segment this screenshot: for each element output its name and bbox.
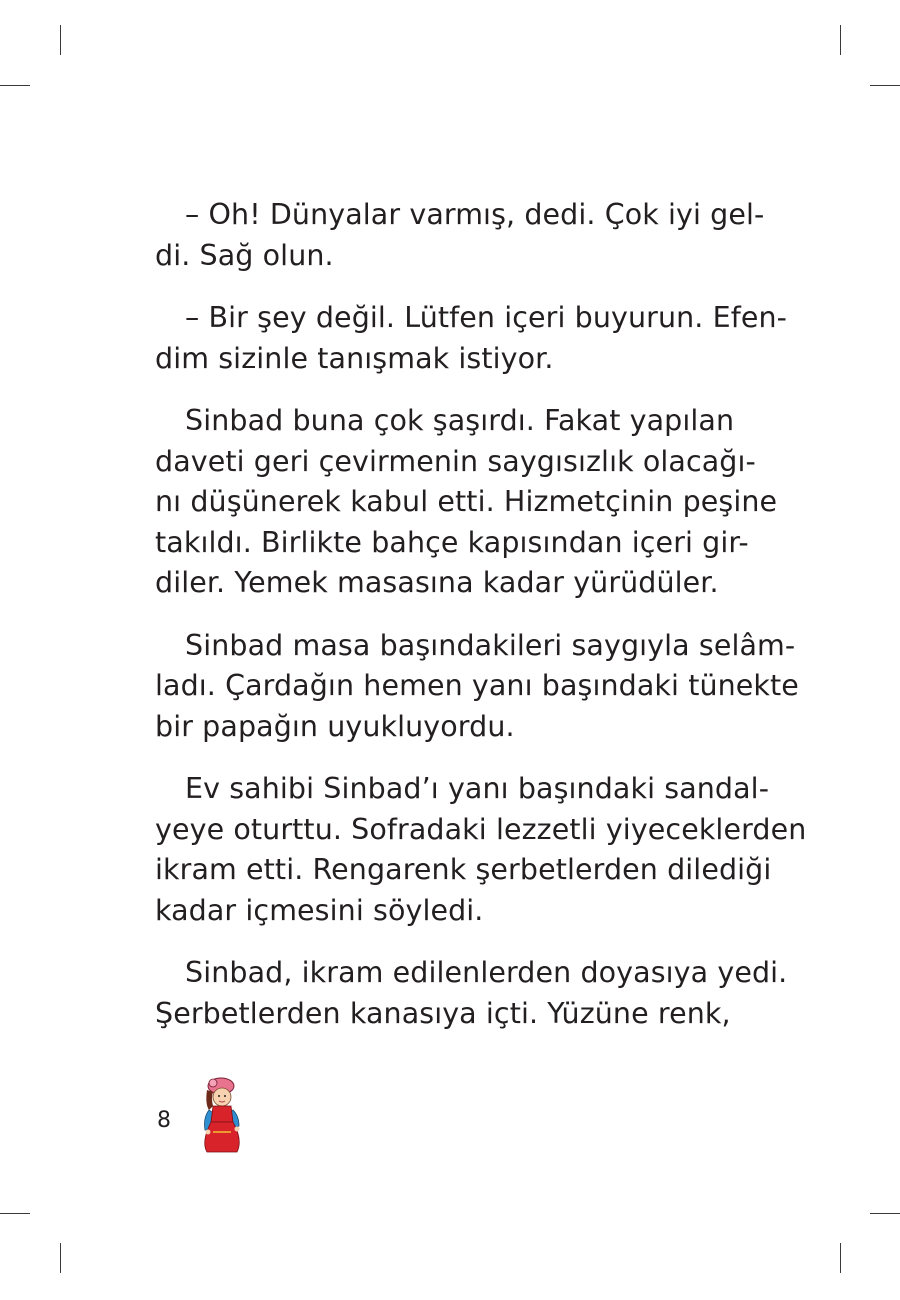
paragraph-6	[155, 953, 788, 1034]
paragraph-2	[155, 298, 788, 379]
paragraph-3	[155, 401, 778, 604]
crop-mark-top-left-horizontal	[0, 85, 30, 86]
text-line: ladı. Çardağın hemen yanı başındaki tünekte	[155, 669, 799, 702]
crop-mark-top-left-vertical	[60, 25, 61, 55]
text-line: takıldı. Birlikte bahçe kapısından içeri gir-	[155, 525, 749, 559]
text-line: bir papağın uyukluyordu.	[155, 709, 515, 743]
page-number: 8	[157, 1108, 171, 1133]
paragraph-5	[155, 769, 807, 931]
text-line: daveti geri çevirmenin saygısızlık olacağı-	[155, 444, 756, 478]
text-line: Sinbad buna çok şaşırdı. Fakat yapılan	[185, 404, 735, 437]
text-line: – Oh! Dünyalar varmış, dedi. Çok iyi gel-	[185, 198, 765, 231]
text-line: di. Sağ olun.	[155, 238, 334, 272]
text-line: dim sizinle tanışmak istiyor.	[155, 341, 554, 375]
crop-mark-bottom-right-vertical	[840, 1243, 841, 1273]
text-line: Ev sahibi Sinbad’ı yanı başındaki sandal-	[185, 772, 770, 805]
story-text	[155, 195, 807, 1056]
text-line: yeye oturttu. Sofradaki lezzetli yiyeceklerden	[155, 812, 807, 846]
genie-girl-mascot-icon	[193, 1076, 245, 1156]
crop-mark-top-right-horizontal	[870, 85, 900, 86]
paragraph-1	[155, 195, 765, 276]
text-line: Şerbetlerden kanasıya içti. Yüzüne renk,	[155, 996, 731, 1030]
text-line: diler. Yemek masasına kadar yürüdüler.	[155, 566, 719, 599]
crop-mark-bottom-right-horizontal	[870, 1213, 900, 1214]
text-line: ikram etti. Rengarenk şerbetlerden dilediği	[155, 853, 772, 886]
text-line: nı düşünerek kabul etti. Hizmetçinin peşine	[155, 485, 778, 518]
text-line: kadar içmesini söyledi.	[155, 893, 484, 927]
crop-mark-bottom-left-horizontal	[0, 1213, 30, 1214]
crop-mark-top-right-vertical	[840, 25, 841, 55]
text-line: Sinbad, ikram edilenlerden doyasıya yedi.	[185, 956, 788, 989]
paragraph-4	[155, 626, 799, 748]
text-line: Sinbad masa başındakileri saygıyla selâm-	[185, 628, 796, 662]
text-line: – Bir şey değil. Lütfen içeri buyurun. Efen-	[185, 301, 788, 334]
crop-mark-bottom-left-vertical	[60, 1243, 61, 1273]
